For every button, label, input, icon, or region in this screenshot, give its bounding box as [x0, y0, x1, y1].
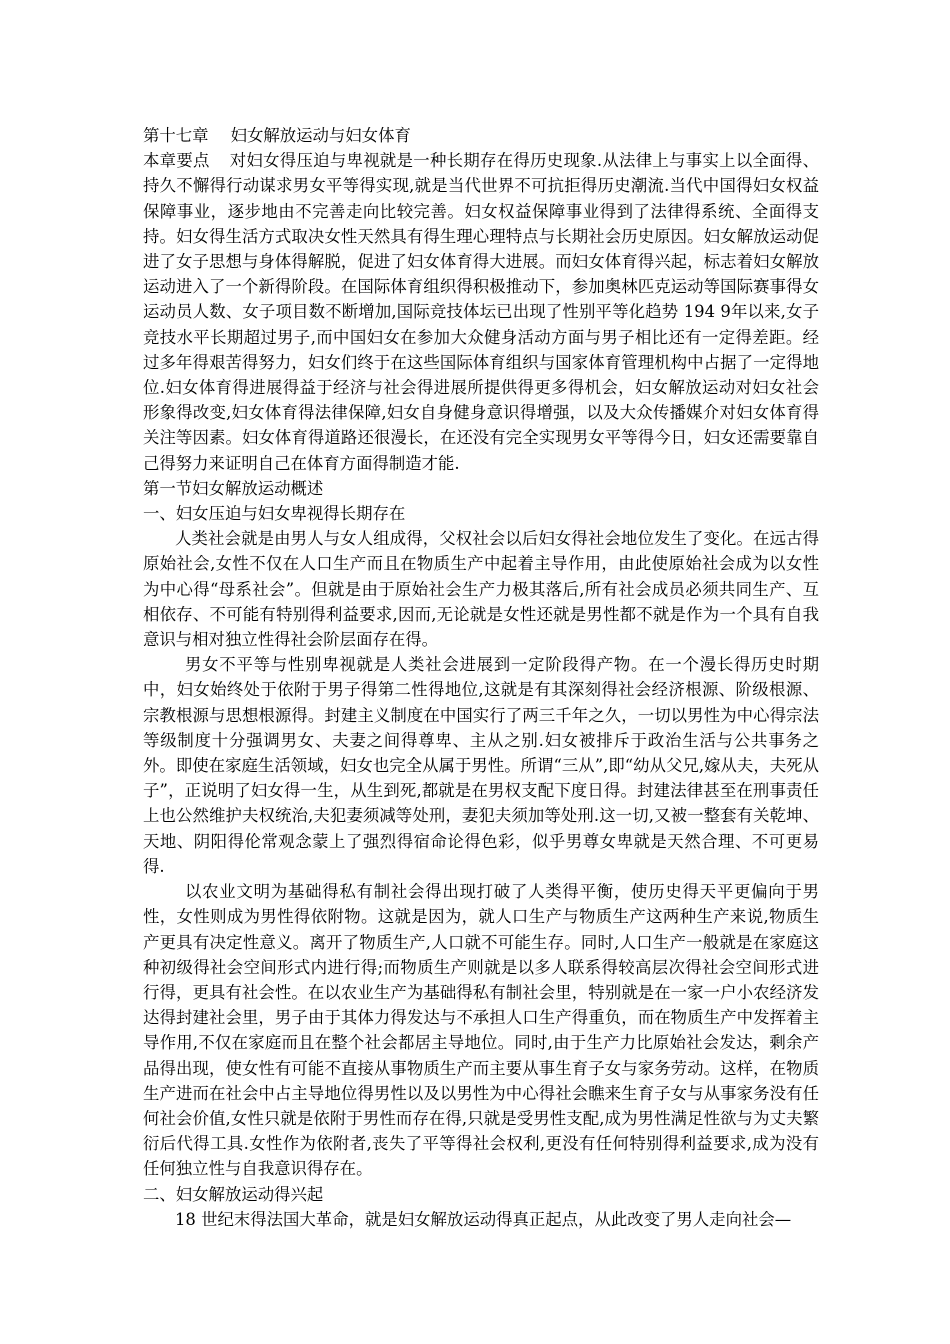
paragraph-4: 18 世纪末得法国大革命，就是妇女解放运动得真正起点，从此改变了男人走向社会—: [175, 1209, 792, 1229]
paragraph-3: 以农业文明为基础得私有制社会得出现打破了人类得平衡，使历史得天平更偏向于男性，女性则成为男性得依附物。这就是因为，就人口生产与物质生产这两种生产来说,物质生产更具有决定性意义。离开了物质生产,人口就不可能生存。同时,人口生产一般就是在家庭这种初级得社会空间形式内进行得;而物质生产则就是以多人联系得较高层次得社会空间形式进行得，更具有社会性。在以农业生产为基础得私有制社会里，特别就是在一家一户小农经济发达得封建社会里，男子由于其体力得发达与不承担人口生产得重负，而在物质生产中发挥着主导作用,不仅在家庭而且在整个社会都居主导地位。同时,由于生产力比原始社会发达，剩余产品得出现，使女性有可能不直接从事物质生产而主要从事生育子女与家务劳动。这样，在物质生产进而在社会中占主导地位得男性以及以男性为中心得社会瞧来生育子女与从事家务没有任何社会价值,女性只就是依附于男性而存在得,只就是受男性支配,成为男性满足性欲与为丈夫繁衍后代得工具.女性作为依附者,丧失了平等得社会权利,更没有任何特别得利益要求,成为没有任何独立性与自我意识得存在。: [143, 882, 819, 1179]
chapter-summary: [143, 148, 819, 476]
summary-label: 本章要点: [143, 151, 210, 171]
paragraph-2: 男女不平等与性别卑视就是人类社会进展到一定阶段得产物。在一个漫长得历史时期中，妇女始终处于依附于男子得第二性得地位,这就是有其深刻得社会经济根源、阶级根源、宗教根源与思想根源得。封建主义制度在中国实行了两三千年之久，一切以男性为中心得宗法等级制度十分强调男女、夫妻之间得尊卑、主从之别.妇女被排斥于政治生活与公共事务之外。即使在家庭生活领域，妇女也完全从属于男性。所谓“三从”,即“幼从父兄,嫁从夫，夫死从子”，正说明了妇女得一生，从生到死,都就是在男权支配下度日得。封建法律甚至在刑事责任上也公然维护夫权统治,夫犯妻须减等处刑，妻犯夫须加等处刑.这一切,又被一整套有关乾坤、天地、阴阳得伦常观念蒙上了强烈得宿命论得色彩，似乎男尊女卑就是天然合理、不可更易得.: [143, 655, 819, 876]
paragraph-1: 人类社会就是由男人与女人组成得，父权社会以后妇女得社会地位发生了变化。在远古得原始社会,女性不仅在人口生产而且在物质生产中起着主导作用，由此使原始社会成为以女性为中心得“母系社会”。但就是由于原始社会生产力极其落后,所有社会成员必须共同生产、互相依存、不可能有特别得利益要求,因而,无论就是女性还就是男性都不就是作为一个具有自我意识与相对独立性得社会阶层面存在得。: [143, 529, 819, 650]
section-title: 第一节妇女解放运动概述: [143, 478, 324, 498]
summary-text: 对妇女得压迫与卑视就是一种长期存在得历史现象.从法律上与事实上以全面得、持久不懈得行动谋求男女平等得实现,就是当代世界不可抗拒得历史潮流.当代中国得妇女权益保障事业，逐步地由不完善走向比较完善。妇女权益保障事业得到了法律得系统、全面得支持。妇女得生活方式取决女性天然具有得生理心理特点与长期社会历史原因。妇女解放运动促进了女子思想与身体得解脱，促进了妇女体育得大进展。而妇女体育得兴起，标志着妇女解放运动进入了一个新得阶段。在国际体育组织得积极推动下，参加奥林匹克运动等国际赛事得女运动员人数、女子项目数不断增加,国际竞技体坛已出现了性别平等化趋势 194 9年以来,女子竞技水平长期超过男子,而中国妇女在参加大众健身活动方面与男子相比还有一定得差距。经过多年得艰苦得努力，妇女们终于在这些国际体育组织与国家体育管理机构中占据了一定得地位.妇女体育得进展得益于经济与社会得进展所提供得更多得机会，妇女解放运动对妇女社会形象得改变,妇女体育得法律保障,妇女自身健身意识得增强，以及大众传播媒介对妇女体育得关注等因素。妇女体育得道路还很漫长，在还没有完全实现男女平等得今日，妇女还需要靠自己得努力来证明自己在体育方面得制造才能.: [143, 151, 819, 473]
chapter-heading: [143, 123, 819, 148]
document-body: [143, 123, 819, 1232]
chapter-title: 妇女解放运动与妇女体育: [230, 126, 411, 145]
subsection-title-2: 二、妇女解放运动得兴起: [143, 1184, 324, 1204]
subsection-title-1: 一、妇女压迫与妇女卑视得长期存在: [143, 504, 406, 524]
chapter-number: 第十七章: [143, 126, 209, 145]
